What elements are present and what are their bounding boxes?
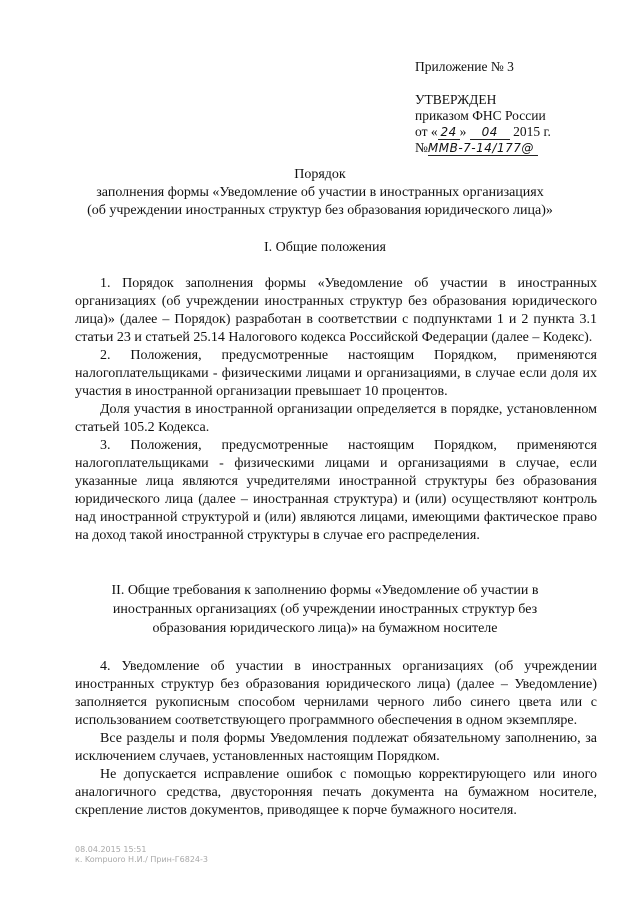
scan-operator: к. Kompuoro Н.И./ Прин-Г6824-3 [75,855,208,864]
section-2-heading-line-1: II. Общие требования к заполнению формы «Уведомление об участии в [111,583,539,598]
section-1-body [75,275,597,545]
date-month: 04 [470,126,510,140]
date-mid: » [459,124,467,139]
order-by-label: приказом ФНС России [415,108,546,123]
paragraph-2-share: Доля участия в иностранной организации определяется в порядке, установленном статьей 105.2 Кодекса. [75,402,597,435]
order-number: ММВ-7-14/177@ [428,142,538,156]
title-line-2: (об учреждении иностранных структур без образования юридического лица)» [87,203,553,218]
paragraph-4: 4. Уведомление об участии в иностранных организациях (об учреждении иностранных структур без образования юридического лица) (далее – Уведомление) заполняется рукописным способом чернилами черного либо синего цвета или с использованием соответствующего программного обеспечения в одном экземпляре. [75,659,597,728]
approval-date [415,124,551,140]
scan-timestamp: 08.04.2015 15:51 [75,845,147,854]
section-1-heading: I. Общие положения [264,240,386,255]
date-prefix: от « [415,124,438,139]
section-2-heading-line-3: образования юридического лица)» на бумажном носителе [152,621,498,636]
paragraph-1: 1. Порядок заполнения формы «Уведомление об участии в иностранных организациях (об учреждении иностранных структур без образования юридического лица)» (далее – Порядок) разработан в соответствии с подпунктами 1 и 2 пункта 3.1 статьи 23 и статьей 25.14 Налогового кодекса Российской Федерации (далее – Кодекс). [75,276,597,345]
section-2-body [75,658,597,820]
date-day: 24 [438,126,460,140]
paragraph-2: 2. Положения, предусмотренные настоящим Порядком, применяются налогоплательщиками - физическими лицами и организациями, в случае если доля их участия в иностранной организации превышает 10 процентов. [75,348,597,399]
section-2-heading-line-2: иностранных организациях (об учреждении иностранных структур без [112,602,538,617]
approval-number [415,140,551,156]
document-title [60,166,580,220]
paragraph-4-fields: Все разделы и поля формы Уведомления подлежат обязательному заполнению, за исключением случаев, установленных настоящим Порядком. [75,731,597,764]
approval-block [415,92,551,156]
number-prefix: № [415,140,428,155]
section-2-heading [70,581,580,638]
scan-stamp [75,845,208,865]
appendix-label: Приложение № 3 [415,59,514,74]
title-line-1: заполнения формы «Уведомление об участии в иностранных организациях [96,185,544,200]
date-year: 2015 г. [513,124,551,139]
paragraph-3: 3. Положения, предусмотренные настоящим Порядком, применяются налогоплательщиками - физическими лицами и организациями в случае, если указанные лица являются учредителями иностранной структуры без образования юридического лица (далее – иностранная структура) и (или) осуществляют контроль над иностранной структурой и (или) являются лицами, имеющими фактическое право на доход такой иностранной структуры в случае его распределения. [75,438,597,543]
approved-label: УТВЕРЖДЕН [415,92,497,107]
paragraph-4-corrections: Не допускается исправление ошибок с помощью корректирующего или иного аналогичного средства, двусторонняя печать документа на бумажном носителе, скрепление листов документов, приводящее к порче бумажного носителя. [75,767,597,818]
title-word: Порядок [294,167,346,182]
